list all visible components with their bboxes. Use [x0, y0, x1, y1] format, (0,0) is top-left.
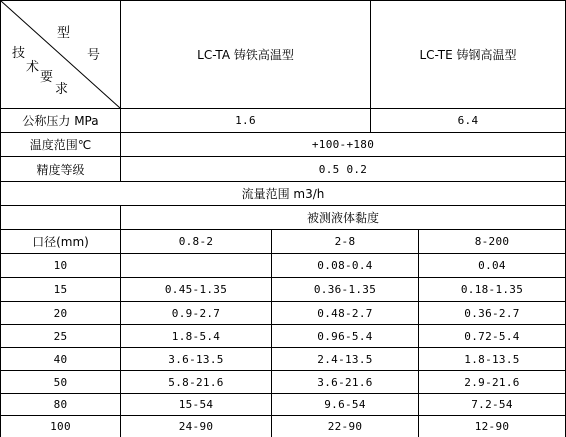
pressure-value-b: 6.4 — [457, 114, 479, 127]
viscosity-title: 被测液体黏度 — [306, 211, 379, 225]
diameter-cell: 80 — [53, 398, 68, 411]
model-header-row — [0, 0, 566, 108]
corner-label-type: 型 — [57, 26, 71, 41]
flow-cell: 0.36-2.7 — [464, 306, 520, 320]
flow-cell: 1.8-5.4 — [171, 329, 221, 343]
flow-cell: 3.6-13.5 — [168, 352, 224, 366]
viscosity-range-header: 0.8-2 — [178, 235, 214, 248]
corner-label-model: 号 — [87, 48, 101, 63]
corner-label-skill: 术 — [26, 60, 40, 75]
diameter-cell: 50 — [53, 375, 68, 389]
flow-cell: 22-90 — [327, 420, 363, 433]
flow-cell — [121, 254, 271, 277]
pressure-label: 公称压力 MPa — [22, 114, 99, 128]
flow-cell: 0.9-2.7 — [171, 306, 221, 320]
diameter-cell: 40 — [53, 352, 68, 366]
flow-cell: 3.6-21.6 — [317, 375, 373, 389]
diameter-cell: 15 — [53, 283, 68, 296]
flow-cell: 0.45-1.35 — [164, 283, 228, 296]
pressure-row — [0, 109, 566, 132]
flow-row — [0, 394, 566, 415]
accuracy-value: 0.5 0.2 — [318, 162, 368, 176]
accuracy-row — [0, 157, 566, 181]
flow-row — [0, 278, 566, 301]
flow-cell: 2.4-13.5 — [317, 352, 373, 366]
viscosity-range-header: 8-200 — [474, 235, 510, 248]
flow-row — [0, 254, 566, 277]
diameter-cell: 100 — [50, 420, 71, 433]
corner-label-require: 要 — [40, 70, 54, 85]
flow-row — [0, 325, 566, 347]
flow-cell: 24-90 — [178, 420, 214, 433]
flow-row — [0, 348, 566, 370]
flow-cell: 0.72-5.4 — [464, 329, 520, 343]
flow-row — [0, 302, 566, 324]
flow-cell: 0.36-1.35 — [313, 283, 377, 296]
flow-cell: 0.08-0.4 — [317, 259, 373, 272]
flow-header-row — [0, 230, 566, 253]
model-b-header: LC-TE 铸钢高温型 — [419, 47, 517, 62]
flow-cell: 9.6-54 — [324, 398, 366, 411]
accuracy-label: 精度等级 — [36, 162, 85, 177]
flow-cell: 2.9-21.6 — [464, 375, 520, 389]
flow-title-row — [0, 182, 566, 205]
flow-row — [0, 416, 566, 437]
flow-cell: 0.18-1.35 — [460, 283, 524, 296]
corner-label-demand: 求 — [55, 82, 69, 97]
flow-cell: 0.48-2.7 — [317, 306, 373, 320]
pressure-value-a: 1.6 — [235, 114, 256, 127]
viscosity-title-row — [0, 206, 566, 229]
flow-cell: 7.2-54 — [471, 398, 513, 411]
temperature-label: 温度范围℃ — [29, 138, 92, 152]
flow-cell: 0.96-5.4 — [317, 329, 373, 343]
flow-cell: 1.8-13.5 — [464, 352, 520, 366]
diameter-cell: 10 — [53, 259, 68, 272]
diameter-cell: 25 — [53, 329, 68, 343]
temperature-row — [0, 133, 566, 156]
flow-cell: 12-90 — [474, 420, 510, 433]
flow-cell: 5.8-21.6 — [168, 375, 224, 389]
temperature-value: +100-+180 — [311, 138, 375, 151]
corner-label-tech: 技 — [12, 46, 26, 61]
diameter-cell: 20 — [53, 306, 68, 320]
model-a-header: LC-TA 铸铁高温型 — [197, 47, 294, 62]
diameter-header: 口径(mm) — [32, 235, 89, 249]
flow-range-title: 流量范围 m3/h — [241, 187, 325, 201]
flow-cell: 15-54 — [178, 398, 214, 411]
flow-row — [0, 371, 566, 393]
viscosity-range-header: 2-8 — [334, 235, 356, 248]
flow-cell: 0.04 — [478, 259, 506, 272]
